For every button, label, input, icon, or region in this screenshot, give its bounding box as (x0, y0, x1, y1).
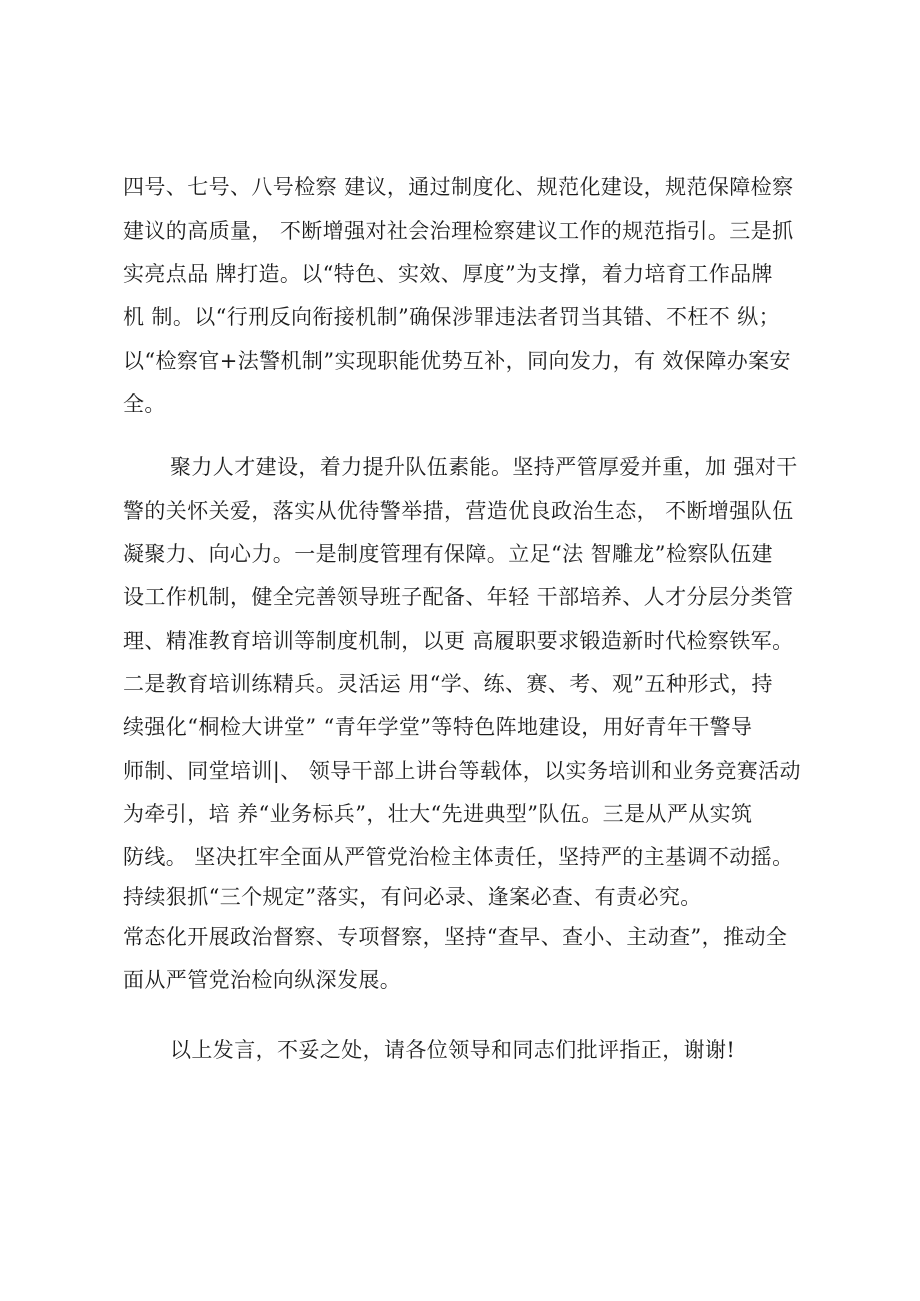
text-line: 实亮点品 牌打造。以“特色、实效、厚度”为支撑，着力培育工作品牌 (123, 262, 773, 286)
text-line: 常态化开展政治督察、专项督察，坚持“查早、查小、主动查”，推动全 (123, 925, 788, 949)
text-line: 理、精准教育培训等制度机制，以更 高履职要求锻造新时代检察铁军。 (123, 629, 794, 653)
text-line: 续强化“桐检大讲堂” “青年学堂”等特色阵地建设，用好青年干警导 (123, 715, 753, 739)
text-line: 二是教育培训练精兵。灵活运 用“学、练、赛、考、观”五种形式，持 (123, 672, 773, 696)
text-line: 建议的高质量， 不断增强对社会治理检察建议工作的规范指引。三是抓 (123, 219, 794, 243)
text-line: 全。 (123, 392, 166, 416)
text-line: 师制、同堂培训|、 领导干部上讲台等载体，以实务培训和业务竞赛活动 (123, 759, 801, 783)
text-line: 面从严管党治检向纵深发展。 (123, 968, 402, 992)
closing-remark: 以上发言，不妥之处，请各位领导和同志们批评指正，谢谢! (170, 1038, 736, 1062)
text-line: 警的关怀关爱，落实从优待警举措，营造优良政治生态， 不断增强队伍 (123, 499, 794, 523)
text-line: 设工作机制，健全完善领导班子配备、年轻 干部培养、人才分层分类管 (123, 585, 794, 609)
text-line: 机 制。以“行刑反向衔接机制”确保涉罪违法者罚当其错、不枉不 纵； (123, 305, 781, 329)
text-line: 持续狠抓“三个规定”落实，有问必录、逢案必查、有责必究。 (123, 885, 702, 909)
text-line: 防线。 坚决扛牢全面从严管党治检主体责任，坚持严的主基调不动摇。 (123, 845, 794, 869)
paragraph-first-line: 聚力人才建设，着力提升队伍素能。坚持严管厚爱并重，加 强对干 (170, 455, 798, 479)
text-line: 凝聚力、向心力。一是制度管理有保障。立足“法 智雕龙”检察队伍建 (123, 542, 773, 566)
text-line: 以“检察官+法警机制”实现职能优势互补，同向发力，有 效保障办案安 (123, 349, 791, 373)
text-line: 四号、七号、八号检察 建议，通过制度化、规范化建设，规范保障检察 (123, 175, 794, 199)
text-line: 为牵引，培 养“业务标兵”，壮大“先进典型”队伍。三是从严从实筑 (123, 802, 753, 826)
